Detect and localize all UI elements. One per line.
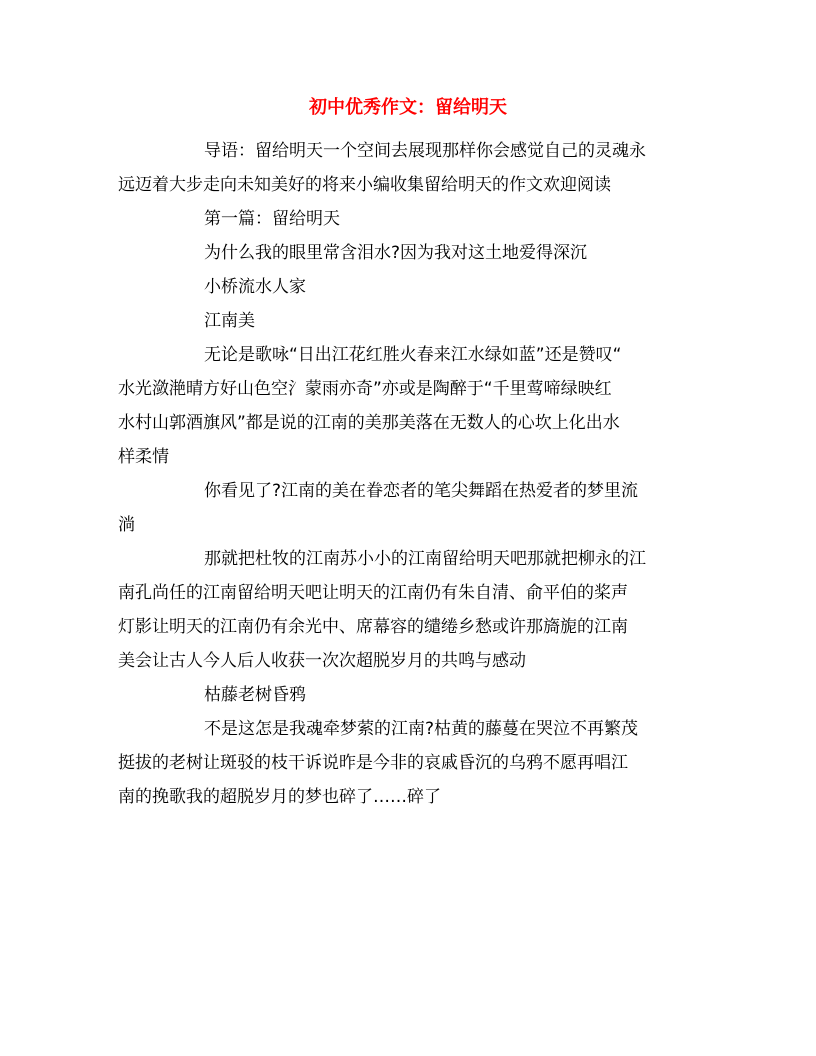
- document-body: [118, 134, 698, 814]
- paragraph: [118, 542, 698, 678]
- text-line: 江南美: [204, 311, 255, 331]
- text-line: 美会让古人今人后人收获一次次超脱岁月的共鸣与感动: [118, 651, 526, 671]
- text-line: 南的挽歌我的超脱岁月的梦也碎了……碎了: [118, 787, 441, 807]
- paragraph: [118, 338, 698, 474]
- text-line: 水光潋滟晴方好山色空氵蒙雨亦奇”亦或是陶醉于“千里莺啼绿映红: [118, 379, 612, 399]
- text-line: 不是这怎是我魂牵梦萦的江南?枯黄的藤蔓在哭泣不再繁茂: [204, 719, 639, 739]
- text-line: 灯影让明天的江南仍有余光中、席幕容的缱绻乡愁或许那旖旎的江南: [118, 617, 628, 637]
- paragraph: [118, 270, 698, 304]
- text-line: 水村山郭酒旗风”都是说的江南的美那美落在无数人的心坎上化出水: [118, 413, 620, 433]
- text-line: 那就把杜牧的江南苏小小的江南留给明天吧那就把柳永的江: [204, 549, 646, 569]
- paragraph: [118, 202, 698, 236]
- text-line: 你看见了?江南的美在眷恋者的笔尖舞蹈在热爱者的梦里流: [204, 481, 639, 501]
- text-line: 第一篇：留给明天: [204, 209, 340, 229]
- paragraph: [118, 236, 698, 270]
- paragraph: [118, 678, 698, 712]
- paragraph: [118, 474, 698, 542]
- text-line: 为什么我的眼里常含泪水?因为我对这土地爱得深沉: [204, 243, 588, 263]
- text-line: 远迈着大步走向未知美好的将来小编收集留给明天的作文欢迎阅读: [118, 175, 611, 195]
- text-line: 样柔情: [118, 447, 169, 467]
- text-line: 导语：留给明天一个空间去展现那样你会感觉自己的灵魂永: [204, 141, 646, 161]
- paragraph: [118, 304, 698, 338]
- text-line: 枯藤老树昏鸦: [204, 685, 306, 705]
- text-line: 小桥流水人家: [204, 277, 306, 297]
- text-line: 南孔尚任的江南留给明天吧让明天的江南仍有朱自清、俞平伯的桨声: [118, 583, 628, 603]
- document-title: 初中优秀作文：留给明天: [309, 97, 507, 118]
- text-line: 无论是歌咏“日出江花红胜火春来江水绿如蓝”还是赞叹“: [204, 345, 622, 365]
- text-line: 挺拔的老树让斑驳的枝干诉说昨是今非的哀戚昏沉的乌鸦不愿再唱江: [118, 753, 628, 773]
- paragraph: [118, 134, 698, 202]
- paragraph: [118, 712, 698, 814]
- text-line: 淌: [118, 515, 135, 535]
